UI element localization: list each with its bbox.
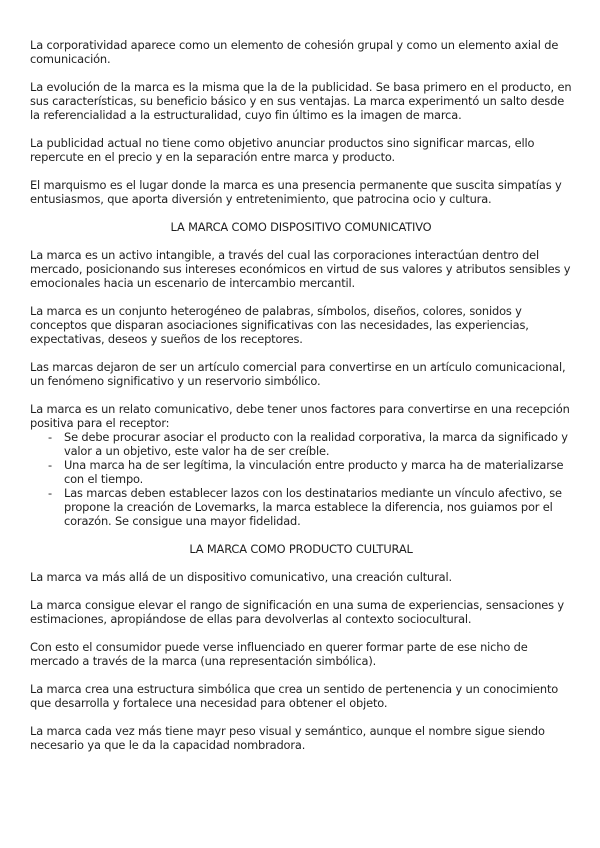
list-item [30,430,572,458]
paragraph: La publicidad actual no tiene como objetivo anunciar productos sino significar marcas, ello repercute en el precio y en la separación entre marca y producto. [30,136,535,164]
paragraph: La evolución de la marca es la misma que la de la publicidad. Se basa primero en el producto, en sus características, su beneficio básico y en sus ventajas. La marca experimentó un salto desde la referencialidad a la estructuralidad, cuyo fin último es la imagen de marca. [30,80,572,122]
paragraph: La marca es un relato comunicativo, debe tener unos factores para convertirse en una recepción positiva para el receptor: [30,402,570,430]
section-heading-cultural: LA MARCA COMO PRODUCTO CULTURAL [189,542,413,556]
list-item-text: Se debe procurar asociar el producto con la realidad corporativa, la marca da significado y valor a un objetivo, este valor ha de ser creíble. [64,430,568,458]
bullet-marker: - [48,486,52,500]
bullet-marker: - [48,430,52,444]
list-item-text: Una marca ha de ser legítima, la vinculación entre producto y marca ha de materializarse con el tiempo. [64,458,564,486]
list-item [30,486,572,528]
paragraph: Con esto el consumidor puede verse influenciado en querer formar parte de ese nicho de mercado a través de la marca (una representación simbólica). [30,640,528,668]
paragraph: La marca consigue elevar el rango de significación en una suma de experiencias, sensaciones y estimaciones, apropiándose de ellas para devolverlas al contexto sociocultural. [30,598,564,626]
paragraph: La marca cada vez más tiene mayr peso visual y semántico, aunque el nombre sigue siendo necesario ya que le da la capacidad nombradora. [30,724,545,752]
paragraph: La marca es un conjunto heterogéneo de palabras, símbolos, diseños, colores, sonidos y conceptos que disparan asociaciones significativas con las necesidades, las experiencias, expectativas, deseos y sueños de los receptores. [30,304,529,346]
paragraph: Las marcas dejaron de ser un artículo comercial para convertirse en un artículo comunicacional, un fenómeno significativo y un reservorio simbólico. [30,360,566,388]
bullet-marker: - [48,458,52,472]
bullet-list [30,430,572,528]
paragraph: La marca va más allá de un dispositivo comunicativo, una creación cultural. [30,570,452,584]
list-item-text: Las marcas deben establecer lazos con los destinatarios mediante un vínculo afectivo, se propone la creación de Lovemarks, la marca establece la diferencia, nos guiamos por el corazón. Se consigue una mayor fidelidad. [64,486,562,528]
paragraph: El marquismo es el lugar donde la marca es una presencia permanente que suscita simpatías y entusiasmos, que aporta diversión y entretenimiento, que patrocina ocio y cultura. [30,178,562,206]
paragraph: La marca crea una estructura simbólica que crea un sentido de pertenencia y un conocimiento que desarrolla y fortalece una necesidad para obtener el objeto. [30,682,559,710]
paragraph: La marca es un activo intangible, a través del cual las corporaciones interactúan dentro del mercado, posicionando sus intereses económicos en virtud de sus valores y atributos sensibles y emocionales hacia un escenario de intercambio mercantil. [30,248,571,290]
paragraph: La corporatividad aparece como un elemento de cohesión grupal y como un elemento axial de comunicación. [30,38,559,66]
list-item [30,458,572,486]
section-heading-dispositivo: LA MARCA COMO DISPOSITIVO COMUNICATIVO [170,220,432,234]
